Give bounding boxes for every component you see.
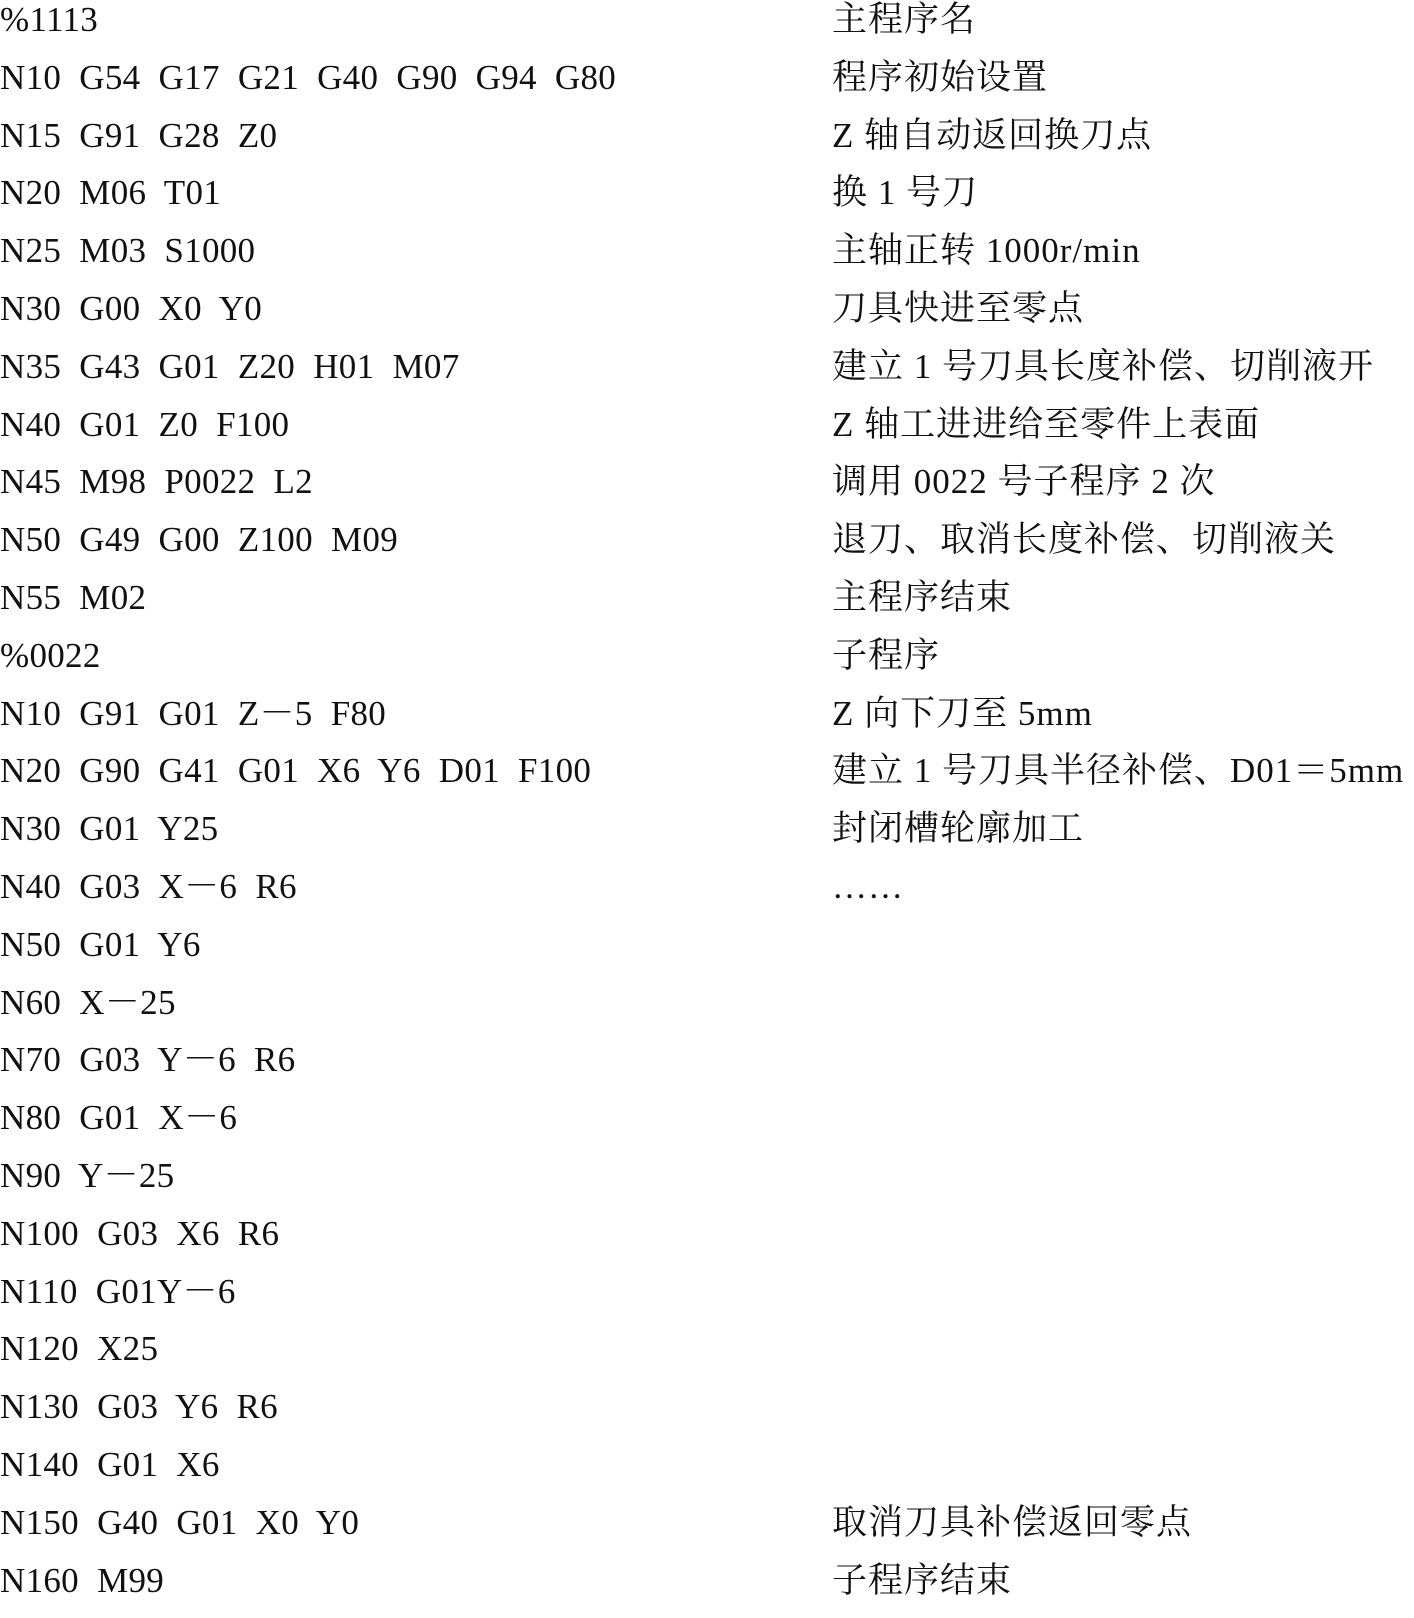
program-line	[0, 1040, 1414, 1098]
program-comment: 子程序结束	[832, 1560, 1013, 1600]
program-code: N70 G03 Y－6 R6	[0, 1040, 296, 1080]
program-code: %0022	[0, 635, 101, 675]
program-line	[0, 0, 1414, 58]
program-code: N25 M03 S1000	[0, 231, 256, 271]
program-code: N140 G01 X6	[0, 1444, 220, 1484]
program-comment: 换 1 号刀	[832, 173, 979, 213]
program-code: N30 G01 Y25	[0, 809, 219, 849]
program-code: N45 M98 P0022 L2	[0, 462, 313, 502]
program-line	[0, 809, 1414, 867]
program-code: N80 G01 X－6	[0, 1098, 238, 1138]
program-line	[0, 636, 1414, 694]
program-code: N120 X25	[0, 1329, 159, 1369]
program-comment: 封闭槽轮廓加工	[832, 809, 1085, 849]
program-code: N40 G01 Z0 F100	[0, 404, 290, 444]
program-line	[0, 231, 1414, 289]
program-code: N30 G00 X0 Y0	[0, 288, 263, 328]
program-code: N55 M02	[0, 577, 147, 617]
program-line	[0, 1098, 1414, 1156]
program-comment: Z 轴工进进给至零件上表面	[832, 404, 1261, 444]
program-comment: 子程序	[832, 635, 941, 675]
program-line	[0, 1561, 1414, 1618]
program-line	[0, 289, 1414, 347]
program-code: N150 G40 G01 X0 Y0	[0, 1502, 360, 1542]
program-code: N50 G49 G00 Z100 M09	[0, 520, 399, 560]
program-line	[0, 1272, 1414, 1330]
program-line	[0, 983, 1414, 1041]
program-comment: 取消刀具补偿返回零点	[832, 1502, 1193, 1542]
program-comment: 程序初始设置	[832, 57, 1049, 97]
program-line	[0, 751, 1414, 809]
program-comment: ……	[832, 866, 904, 906]
program-code: N15 G91 G28 Z0	[0, 115, 278, 155]
program-code: N20 G90 G41 G01 X6 Y6 D01 F100	[0, 751, 592, 791]
program-comment: 退刀、取消长度补偿、切削液关	[832, 520, 1337, 560]
program-comment: 建立 1 号刀具长度补偿、切削液开	[832, 346, 1375, 386]
program-line	[0, 694, 1414, 752]
program-comment: 主程序名	[832, 0, 977, 39]
program-comment: 刀具快进至零点	[832, 288, 1085, 328]
program-line	[0, 1445, 1414, 1503]
program-code: N160 M99	[0, 1560, 165, 1600]
program-code: N20 M06 T01	[0, 173, 222, 213]
program-comment: 建立 1 号刀具半径补偿、D01＝5mm	[832, 751, 1405, 791]
program-code: N10 G91 G01 Z－5 F80	[0, 693, 387, 733]
program-line	[0, 1329, 1414, 1387]
program-line	[0, 1214, 1414, 1272]
program-code: N10 G54 G17 G21 G40 G90 G94 G80	[0, 57, 617, 97]
program-comment: 主程序结束	[832, 577, 1013, 617]
program-comment: Z 轴自动返回换刀点	[832, 115, 1153, 155]
program-code: N50 G01 Y6	[0, 924, 201, 964]
program-line	[0, 116, 1414, 174]
program-code: N60 X－25	[0, 982, 176, 1022]
program-code: N40 G03 X－6 R6	[0, 866, 297, 906]
program-line	[0, 520, 1414, 578]
program-line	[0, 58, 1414, 116]
program-code: N100 G03 X6 R6	[0, 1213, 280, 1253]
program-line	[0, 405, 1414, 463]
program-code: N90 Y－25	[0, 1155, 175, 1195]
program-line	[0, 1156, 1414, 1214]
program-line	[0, 1503, 1414, 1561]
program-code: N130 G03 Y6 R6	[0, 1387, 278, 1427]
program-comment: Z 向下刀至 5mm	[832, 693, 1093, 733]
program-line	[0, 1387, 1414, 1445]
program-comment: 调用 0022 号子程序 2 次	[832, 462, 1216, 502]
program-code: %1113	[0, 0, 99, 39]
program-line	[0, 347, 1414, 405]
program-line	[0, 925, 1414, 983]
program-code: N35 G43 G01 Z20 H01 M07	[0, 346, 460, 386]
program-comment: 主轴正转 1000r/min	[832, 231, 1141, 271]
program-line	[0, 173, 1414, 231]
program-code: N110 G01Y－6	[0, 1271, 236, 1311]
program-line	[0, 462, 1414, 520]
program-line	[0, 867, 1414, 925]
program-line	[0, 578, 1414, 636]
